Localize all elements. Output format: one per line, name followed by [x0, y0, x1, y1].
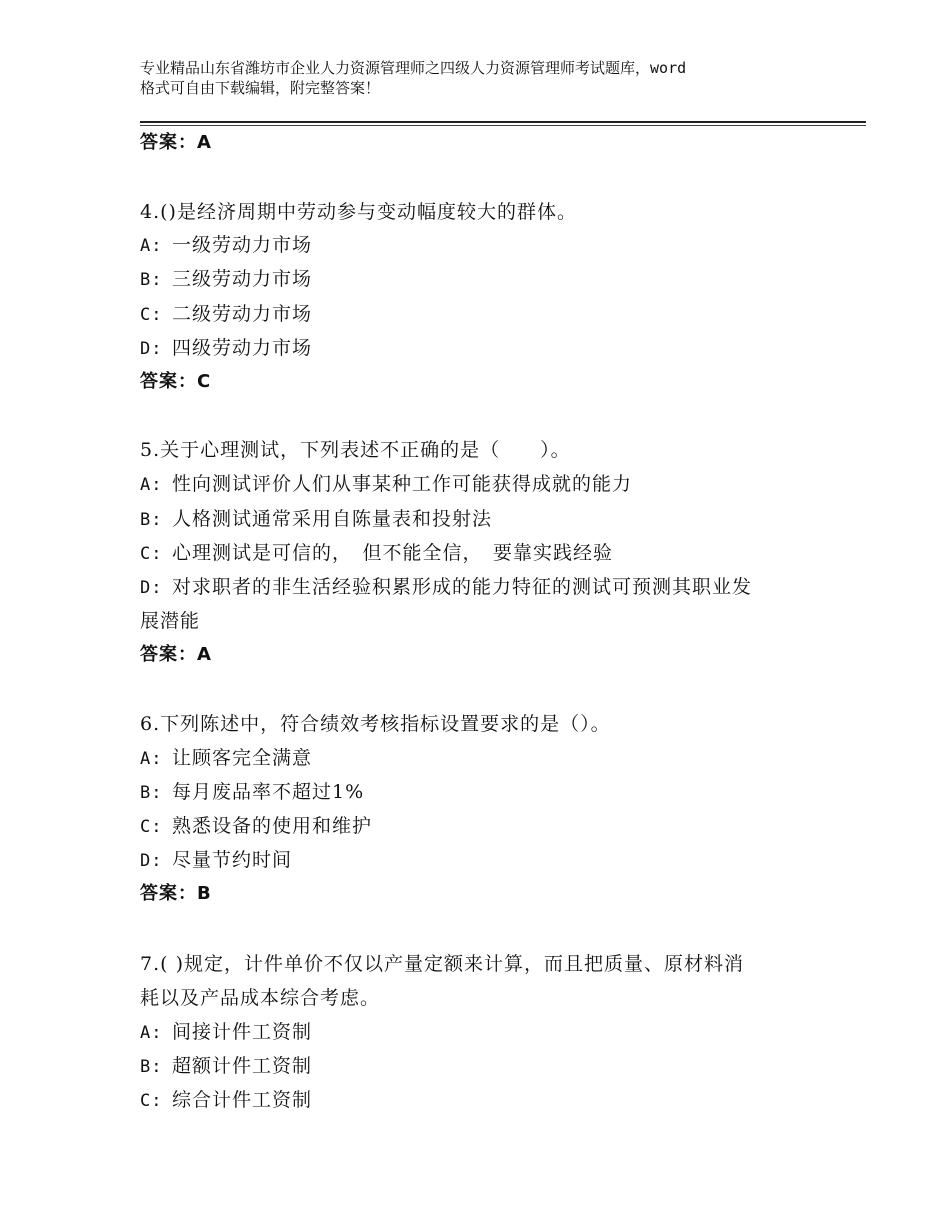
option-text: 让顾客完全满意	[172, 747, 313, 769]
option-text: 每月废品率不超过1%	[172, 781, 365, 803]
option-text: 性向测试评价人们从事某种工作可能获得成就的能力	[172, 473, 633, 495]
option-text: 尽量节约时间	[172, 849, 293, 871]
question-stem: 5.关于心理测试，下列表述不正确的是（ ）。	[140, 439, 571, 461]
option-a	[140, 472, 632, 497]
option-text: 综合计件工资制	[172, 1089, 313, 1111]
option-text: 二级劳动力市场	[172, 303, 313, 325]
option-b	[140, 507, 492, 532]
option-text: 熟悉设备的使用和维护	[172, 815, 373, 837]
question-stem: 6.下列陈述中，符合绩效考核指标设置要求的是（）。	[140, 713, 611, 735]
answer: 答案：B	[140, 883, 212, 904]
option-text: 对求职者的非生活经验积累形成的能力特征的测试可预测其职业发	[172, 576, 753, 598]
option-letter: D:	[140, 339, 163, 359]
option-c	[140, 541, 613, 566]
option-c	[140, 302, 312, 327]
option-c	[140, 1088, 312, 1113]
option-letter: B:	[140, 1057, 163, 1077]
option-d-continuation: 展潜能	[140, 610, 201, 632]
option-text: 人格测试通常采用自陈量表和投射法	[172, 508, 493, 530]
option-d	[140, 848, 292, 873]
option-letter: C:	[140, 544, 163, 564]
option-letter: D:	[140, 578, 163, 598]
header-line-1: 专业精品山东省潍坊市企业人力资源管理师之四级人力资源管理师考试题库，word	[140, 59, 687, 77]
option-d	[140, 336, 312, 361]
option-a	[140, 1020, 312, 1045]
question-stem: 7.( )规定，计件单价不仅以产量定额来计算，而且把质量、原材料消	[140, 953, 744, 975]
answer: 答案：A	[140, 644, 212, 665]
option-letter: B:	[140, 510, 163, 530]
option-letter: C:	[140, 305, 163, 325]
option-letter: D:	[140, 851, 163, 871]
option-letter: C:	[140, 1091, 163, 1111]
option-c	[140, 814, 372, 839]
document-header	[140, 58, 840, 98]
option-letter: C:	[140, 817, 163, 837]
option-letter: A:	[140, 236, 163, 256]
option-b	[140, 780, 364, 805]
option-d	[140, 575, 752, 600]
option-text: 三级劳动力市场	[172, 268, 313, 290]
option-text: 四级劳动力市场	[172, 337, 313, 359]
option-letter: A:	[140, 475, 163, 495]
option-letter: B:	[140, 783, 163, 803]
option-b	[140, 267, 312, 292]
option-text: 超额计件工资制	[172, 1055, 313, 1077]
question-stem: 4.()是经济周期中劳动参与变动幅度较大的群体。	[140, 201, 577, 223]
option-a	[140, 746, 312, 771]
previous-answer: 答案：A	[140, 132, 212, 153]
option-letter: A:	[140, 1023, 163, 1043]
option-letter: B:	[140, 270, 163, 290]
option-letter: A:	[140, 749, 163, 769]
header-rule-thin	[140, 125, 866, 126]
question-stem-continuation: 耗以及产品成本综合考虑。	[140, 987, 381, 1009]
answer: 答案：C	[140, 371, 212, 392]
option-b	[140, 1054, 312, 1079]
header-line-2: 格式可自由下载编辑，附完整答案！	[140, 79, 381, 97]
option-text: 一级劳动力市场	[172, 234, 313, 256]
option-text: 间接计件工资制	[172, 1021, 313, 1043]
header-rule-thick	[140, 121, 866, 123]
option-text: 心理测试是可信的， 但不能全信， 要靠实践经验	[172, 542, 614, 564]
option-a	[140, 233, 312, 258]
